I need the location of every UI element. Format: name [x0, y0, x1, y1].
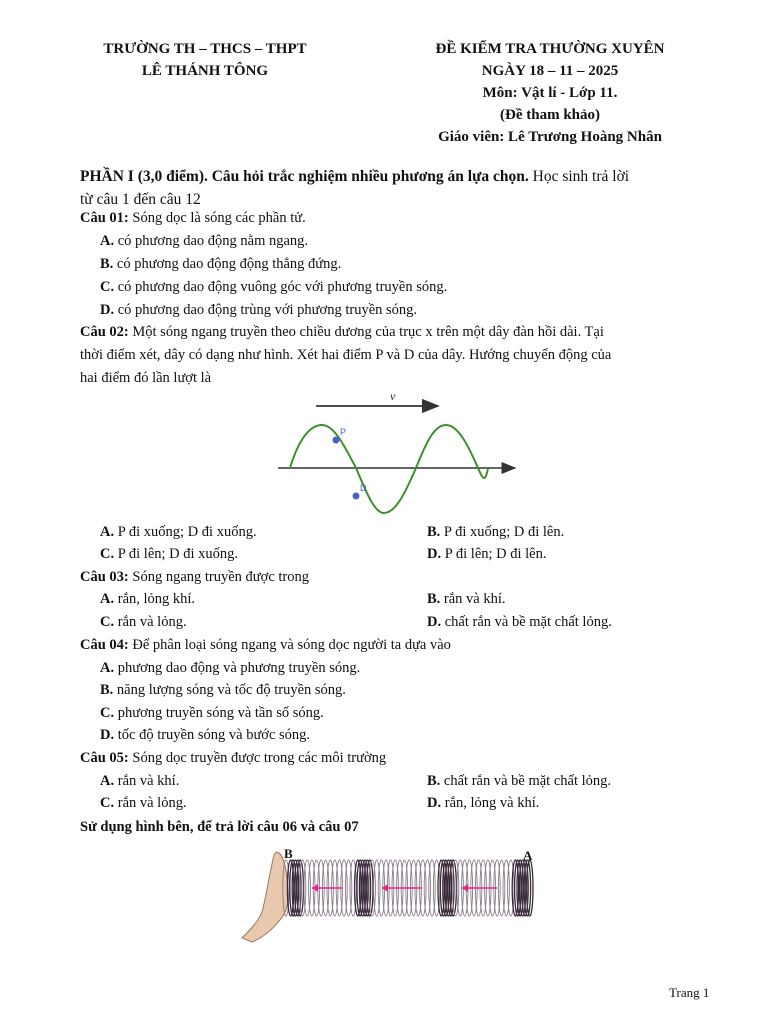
- q5-option-d: D. rắn, lỏng và khí.: [427, 795, 540, 811]
- spring-label-b: B: [284, 846, 293, 861]
- q4-option-a: A. phương dao động và phương truyền sóng.: [100, 660, 361, 676]
- school-name: [70, 38, 340, 82]
- q5-option-b: B. chất rắn và bề mặt chất lỏng.: [427, 773, 612, 789]
- q4-option-b: B. năng lượng sóng và tốc độ truyền sóng.: [100, 682, 346, 698]
- wave-curve: [290, 425, 488, 513]
- q3-option-b: B. rắn và khí.: [427, 591, 506, 607]
- exam-reference: (Đề tham khảo): [500, 107, 600, 123]
- point-p-label: P: [340, 427, 347, 437]
- school-line-1: TRƯỜNG TH – THCS – THPT: [103, 41, 307, 57]
- q3-option-d: D. chất rắn và bề mặt chất lỏng.: [427, 614, 612, 630]
- page-number: Trang 1: [669, 985, 710, 1000]
- q2-option-c: C. P đi lên; D đi xuống.: [100, 546, 239, 562]
- arrow-head: [462, 884, 468, 892]
- q4-option-d: D. tốc độ truyền sóng và bước sóng.: [100, 727, 311, 743]
- question-5: Câu 05: Sóng dọc truyền được trong các môi trường: [80, 750, 387, 766]
- q4-option-c: C. phương truyền sóng và tần số sóng.: [100, 705, 324, 721]
- q1-option-d: D. có phương dao động trùng với phương truyền sóng.: [100, 302, 418, 318]
- q2-option-b: B. P đi xuống; D đi lên.: [427, 524, 565, 540]
- exam-subject: Môn: Vật lí - Lớp 11.: [482, 85, 618, 101]
- exam-teacher: Giáo viên: Lê Trương Hoàng Nhân: [438, 129, 662, 145]
- spring-figure: [232, 842, 542, 947]
- question-4: Câu 04: Để phân loại sóng ngang và sóng dọc người ta dựa vào: [80, 637, 451, 653]
- exam-heading: [395, 38, 705, 148]
- part1-instruction-2: từ câu 1 đến câu 12: [80, 191, 201, 208]
- q5-option-a: A. rắn và khí.: [100, 773, 180, 789]
- q1-option-a: A. có phương dao động nằm ngang.: [100, 233, 309, 249]
- point-d-label: D: [360, 483, 367, 493]
- hand-icon: [242, 852, 288, 942]
- q3-option-c: C. rắn và lỏng.: [100, 614, 187, 630]
- part1-title: PHẦN I (3,0 điểm). Câu hỏi trắc nghiệm nhiều phương án lựa chọn.: [80, 168, 529, 185]
- school-line-2: LÊ THÁNH TÔNG: [141, 63, 269, 79]
- velocity-label: v⃗: [390, 389, 405, 403]
- figure-note: Sử dụng hình bên, để trả lời câu 06 và câu 07: [80, 819, 359, 835]
- point-p: [333, 437, 340, 444]
- part1-instruction: Học sinh trả lời: [528, 168, 630, 185]
- exam-title: ĐỀ KIỂM TRA THƯỜNG XUYÊN: [435, 41, 665, 57]
- question-text: Sóng dọc là sóng các phần tử.: [128, 210, 306, 226]
- spring-label-a: A: [523, 848, 533, 863]
- point-d: [353, 493, 360, 500]
- exam-date: NGÀY 18 – 11 – 2025: [481, 63, 619, 79]
- transverse-wave-figure: [270, 385, 520, 520]
- question-1: [80, 207, 306, 229]
- q1-option-c: C. có phương dao động vuông góc với phương truyền sóng.: [100, 279, 448, 295]
- q1-option-b: B. có phương dao động động thẳng đứng.: [100, 256, 342, 272]
- q5-option-c: C. rắn và lỏng.: [100, 795, 187, 811]
- question-label: Câu 01:: [80, 210, 129, 226]
- question-2: Câu 02: Một sóng ngang truyền theo chiều dương của trục x trên một dây đàn hồi dài. Tại thời điểm xét, dây có dạng như hình. Xét hai điểm P và D của dây. Hướng chuyển động của hai điểm đó lần lượt là: [80, 324, 612, 386]
- q2-option-d: D. P đi lên; D đi lên.: [427, 546, 547, 562]
- question-3: Câu 03: Sóng ngang truyền được trong: [80, 569, 309, 585]
- q2-option-a: A. P đi xuống; D đi xuống.: [100, 524, 257, 540]
- compression-arrows: [312, 884, 497, 892]
- q3-option-a: A. rắn, lỏng khí.: [100, 591, 196, 607]
- part1-heading: [80, 165, 740, 211]
